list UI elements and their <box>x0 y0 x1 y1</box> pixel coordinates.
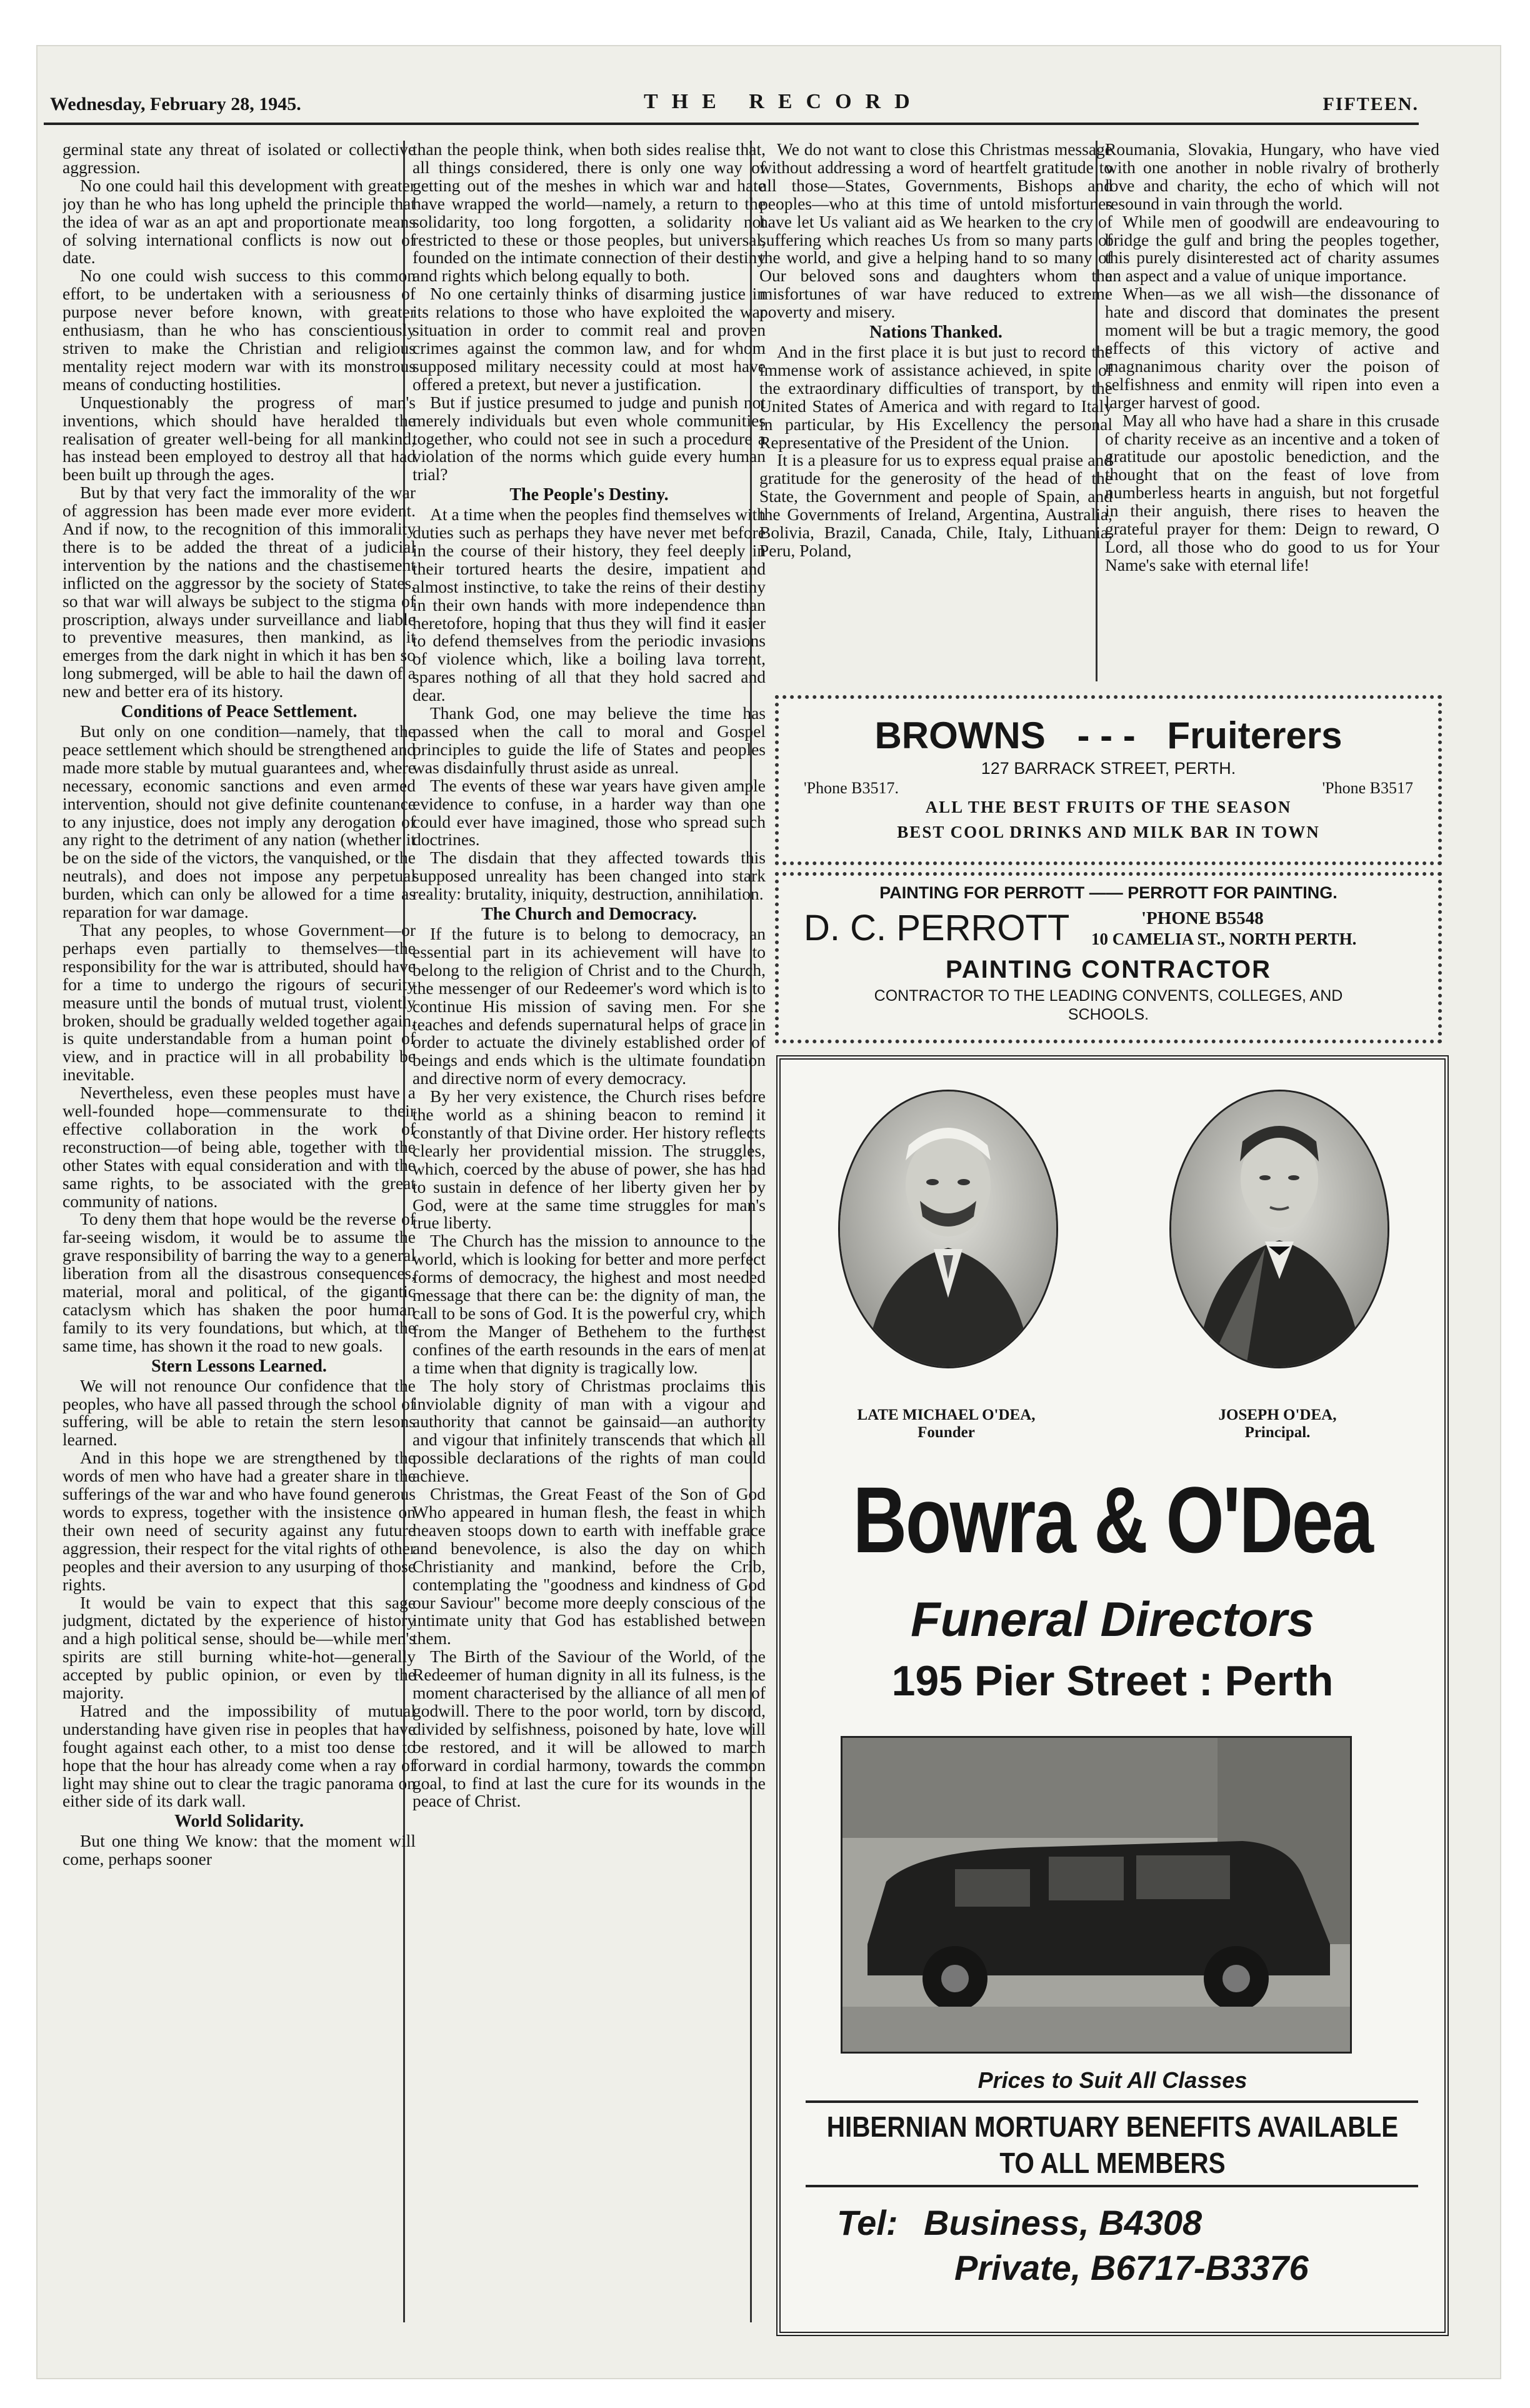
paragraph: It is a pleasure for us to express equal praise and gratitude for the generosity of the head of the State, the Government and people of Spain, and the Governments of Ireland, Argentina, Australia, Bolivia, Brazil, Canada, Chile, Italy, Lithuania, Peru, Poland, <box>759 450 1112 560</box>
caption-founder <box>806 1407 1087 1442</box>
tel-business-number: Business, B4308 <box>924 2203 1202 2242</box>
paragraph: Roumania, Slovakia, Hungary, who have vied with one another in noble rivalry of brotherly love and charity, the echo of which will not resound in vain through the world. <box>1105 141 1439 213</box>
paragraph: The holy story of Christmas proclaims this inviolable dignity of man with a vigour and authority that cannot be gainsaid—an authority and vigour that infinitely transcends that which all possible declarations of the rights of man could achieve. <box>412 1375 766 1486</box>
paragraph: The Church has the mission to announce to the world, which is looking for better and more perfect forms of democracy, the highest and most needed message that there can be: the dignity of man, the call to be sons of God. It is the powerful cry, which from the Manger of Bethehem to the furthest confines of the earth resounds in the ears of men at a time when that dignity is tragically low. <box>412 1231 766 1377</box>
tel-label: Tel: <box>837 2203 898 2242</box>
paragraph: May all who have had a share in this crusade of charity receive as an incentive and a token of gratitude our apostolic benediction, and the thought that on the feast of love from numberless hearts in anguish, but not forgetful in their anguish, there rises to heaven the grateful prayer for them: Deign to reward, O Lord, all those who do good to us for Your Name's sake with eternal life! <box>1105 410 1439 574</box>
article-column-2 <box>412 141 766 2335</box>
ad-trade: Fruiterers <box>1167 715 1342 756</box>
ad-line-2: SCHOOLS. <box>1068 1006 1149 1023</box>
bowra-odea-ad <box>776 1055 1449 2336</box>
caption-name: JOSEPH O'DEA, <box>1218 1407 1337 1423</box>
page-number: FIFTEEN. <box>1322 94 1419 114</box>
mortuary-line-1: HIBERNIAN MORTUARY BENEFITS AVAILABLE <box>826 2110 1399 2143</box>
paragraph: By her very existence, the Church rises before the world as a shining beacon to remind it constantly of that Divine order. Her history reflects clearly her providential mission. The struggles, which, coerced by the abuse of power, she has had to sustain in defence of her liberty given her by God, were at the same time struggles for man's true liberty. <box>412 1086 766 1233</box>
ad-title: PAINTING CONTRACTOR <box>946 956 1271 983</box>
portrait-illustration <box>1171 1091 1388 1367</box>
paragraph: It would be vain to expect that this sage judgment, dictated by the experience of history and a high political sense, should be—while men's spirits are still burning white-hot—generally accepted by public opinion, or even by the majority. <box>62 1592 416 1703</box>
paragraph: That any peoples, to whose Government—or perhaps even partially to themselves—the responsibility for the war is attributed, should have for a time to undergo the rigours of security measure until the bonds of mutual trust, violently broken, should be gradually welded together again, is quite understandable from a human point of view, and in practice will in all probability be inevitable. <box>62 920 416 1085</box>
subheading: Conditions of Peace Settlement. <box>121 702 358 722</box>
divider <box>806 2185 1418 2187</box>
ad-headline <box>779 714 1438 757</box>
ad-slogan-2: BEST COOL DRINKS AND MILK BAR IN TOWN <box>897 823 1320 841</box>
mortuary-line-2: TO ALL MEMBERS <box>999 2147 1226 2179</box>
paragraph: And in this hope we are strengthened by the words of men who have had a greater share in the sufferings of the war and who have found generous words to express, together with the insistence on their own need of security against any future aggression, their respect for the vital rights of other peoples and their aversion to any usurping of those rights. <box>62 1448 416 1594</box>
portrait-illustration <box>840 1091 1056 1367</box>
ad-slogan-1: ALL THE BEST FRUITS OF THE SEASON <box>925 798 1292 816</box>
subheading: The People's Destiny. <box>509 485 669 505</box>
paragraph: Hatred and the impossibility of mutual understanding have given rise in peoples that have fought against each other, to a mist too dense to hope that the hour has already come when a ray of light may shine out to clear the tragic panorama on either side of its dark wall. <box>62 1700 416 1811</box>
paragraph: The events of these war years have given ample evidence to confuse, in a harder way than one could ever have imagined, those who spread such doctrines. <box>412 775 766 850</box>
subheading: Nations Thanked. <box>869 323 1002 343</box>
paragraph: The Birth of the Saviour of the World, of the Redeemer of human dignity in all its fulness, is the moment characterised by the alliance of all men of godwill. There to the poor world, torn by discord, divided by selfishness, poisoned by hate, love will be restored, and it will be allowed to march forward in cordial harmony, towards the common goal, to find at last the cure for its wounds in the peace of Christ. <box>412 1647 766 1811</box>
issue-date: Wednesday, February 28, 1945. <box>50 94 301 114</box>
paragraph: No one certainly thinks of disarming justice in its relations to those who have exploited the war situation in order to commit real and proven crimes against the common law, and for whom supposed military necessity could at most have offered a pretext, but never a justification. <box>412 284 766 394</box>
perrott-painting-ad <box>775 872 1442 1043</box>
paragraph: No one could hail this development with greater joy than he who has long upheld the principle that the idea of war as an apt and proportionate means of solving international conflicts is now out of date. <box>62 175 416 268</box>
subheading: Stern Lessons Learned. <box>151 1356 327 1376</box>
ad-phone-right: 'Phone B3517 <box>1322 779 1413 797</box>
caption-name: LATE MICHAEL O'DEA, <box>857 1407 1036 1423</box>
portrait-michael-odea <box>838 1090 1058 1368</box>
caption-role: Principal. <box>1244 1424 1311 1441</box>
ad-slogan: PAINTING FOR PERROTT —— PERROTT FOR PAINTING. <box>879 883 1338 902</box>
paragraph: than the people think, when both sides realise that, all things considered, there is only one way of getting out of the meshes in which war and hate have wrapped the world—namely, a return to the solidarity, too long forgotten, a solidarity not restricted to these or those peoples, but universal, founded on the intimate connection of their destiny and rights which belong equally to both. <box>412 141 766 286</box>
paragraph: But one thing We know: that the moment will come, perhaps sooner <box>62 1831 416 1869</box>
ad-phone-left: 'Phone B3517. <box>804 779 899 797</box>
telephone-private: Private, B6717-B3376 <box>954 2248 1309 2287</box>
ad-phone: 'PHONE B5548 <box>1141 908 1264 928</box>
header-rule <box>44 123 1419 125</box>
ad-business-name: BROWNS <box>874 715 1046 756</box>
browns-fruiterers-ad <box>775 695 1442 865</box>
ad-address: 127 BARRACK STREET, PERTH. <box>981 759 1236 778</box>
article-column-1 <box>62 141 416 2335</box>
ad-dashes: - - - <box>1077 715 1136 756</box>
ad-business-name: D. C. PERROTT <box>804 908 1070 948</box>
paragraph: Unquestionably the progress of man's inventions, which should have heralded the realisation of greater well-being for all mankind, has instead been employed to destroy all that had been built up through the ages. <box>62 392 416 484</box>
subheading: World Solidarity. <box>174 1812 304 1832</box>
article-column-3 <box>759 141 1112 691</box>
prices-tagline: Prices to Suit All Classes <box>978 2067 1248 2093</box>
paragraph: The disdain that they affected towards this supposed unreality has been changed into stark reality: brutality, iniquity, destruction, annihilation. <box>412 848 766 904</box>
ad-address: 10 CAMELIA ST., NORTH PERTH. <box>1091 930 1357 948</box>
paragraph: If the future is to belong to democracy, an essential part in its achievement will have to belong to the religion of Christ and to the Church, the messenger of our Redeemer's word which is to continue His mission of saving men. For she teaches and defends supernatural helps of grace in order to actuate the divinely established order of beings and ends which is the ultimate foundation and directive norm of every democracy. <box>412 923 766 1088</box>
paragraph: Nevertheless, even these peoples must have a well-founded hope—commensurate to their effective collaboration in the work of reconstruction—of being able, together with the other States with equal consideration and with the same rights, to be associated with the great community of nations. <box>62 1083 416 1211</box>
caption-role: Founder <box>918 1424 975 1441</box>
article-column-4 <box>1105 141 1439 691</box>
paragraph: But only on one condition—namely, that the peace settlement which should be strengthened and made more stable by mutual guarantees and, where necessary, economic sanctions and even armed intervention, should not give definite countenance to any injustice, does not imply any derogation of any right to the detriment of any nation (whether it be on the side of the victors, the vanquished, or the neutrals), and does not impose any perpetual burden, which can only be allowed for a time as reparation for war damage. <box>62 721 416 922</box>
paragraph: But by that very fact the immorality of the war of aggression has been made ever more evident. And if now, to the recognition of this immorality there is to be added the threat of a judicial intervention by the nations and the chastisement inflicted on the aggressor by the society of States, so that war will always be subject to the stigma of proscription, always under surveillance and liable to preventive measures, then mankind, as it emerges from the dark night in which it has ben so long submerged, will be able to hail the dawn of a new and better era of its history. <box>62 483 416 701</box>
paragraph: But if justice presumed to judge and punish not merely individuals but even whole communities together, who could not see in such a procedure a violation of the norms which guide every human trial? <box>412 392 766 484</box>
paragraph: When—as we all wish—the dissonance of hate and discord that dominates the present moment will be but a tragic memory, the good effects of this victory of active and magnanimous charity over the poison of selfishness and enmity will ripen into even a larger harvest of good. <box>1105 284 1439 412</box>
paragraph: germinal state any threat of isolated or collective aggression. <box>62 141 416 177</box>
portrait-joseph-odea <box>1169 1090 1389 1368</box>
firm-subtitle: Funeral Directors <box>911 1592 1314 1647</box>
subheading: The Church and Democracy. <box>481 905 697 925</box>
paragraph: While men of goodwill are endeavouring to bridge the gulf and bring the peoples together, this purely disinterested act of charity assumes an aspect and a value of unique importance. <box>1105 211 1439 286</box>
divider <box>806 2100 1418 2103</box>
hearse-illustration <box>842 1738 1350 2052</box>
paragraph: No one could wish success to this common effort, to be undertaken with a seriousness of purpose never before known, with greater enthusiasm, than he who has conscientiously striven to make the Christian and religious mentality reject modern war with its monstrous means of conducting hostilities. <box>62 266 416 394</box>
paragraph: To deny them that hope would be the reverse of far-seeing wisdom, it would be to assume the grave responsibility of barring the way to a general liberation from all the disastrous consequences, material, moral and political, of the gigantic cataclysm which has shaken the poor human family to its very foundations, but which, at the same time, has shown it the road to new goals. <box>62 1209 416 1355</box>
paragraph: We do not want to close this Christmas message without addressing a word of heartfelt gratitude to all those—States, Governments, Bishops and peoples—who at this time of untold misfortunes have let Us valiant aid as We hearken to the cry of suffering which reaches Us from so many parts of the world, and give a helping hand to so many of Our beloved sons and daughters whom the misfortunes of war have reduced to extreme poverty and misery. <box>759 141 1112 322</box>
telephone-business <box>837 2202 1202 2243</box>
firm-address: 195 Pier Street : Perth <box>891 1657 1334 1705</box>
paragraph: Christmas, the Great Feast of the Son of God Who appeared in human flesh, the feast in which heaven stoops down to earth with ineffable grace and benevolence, is also the day on which Christianity and mankind, before the Crib, contemplating the "goodness and kindness of God our Saviour" become more deeply conscious of the intimate unity that God has established between them. <box>412 1484 766 1648</box>
paragraph: At a time when the peoples find themselves with duties such as perhaps they have never met before in the course of their history, they feel deeply in their tortured hearts the desire, impatient and almost instinctive, to take the reins of their destiny in their own hands with more independence than heretofore, hoping that thus they will find it easier to defend themselves from the periodic invasions of violence which, like a boiling lava torrent, spares nothing of all that they hold sacred and dear. <box>412 504 766 705</box>
paragraph: We will not renounce Our confidence that the peoples, who have all passed through the school of suffering, will be able to retain the stern lesons learned. <box>62 1375 416 1450</box>
page-header <box>50 90 1419 123</box>
hearse-photograph <box>841 1736 1352 2054</box>
ad-line-1: CONTRACTOR TO THE LEADING CONVENTS, COLLEGES, AND <box>874 987 1343 1005</box>
paragraph: Thank God, one may believe the time has passed when the call to moral and Gospel principles to guide the life of States and peoples was disdainfully thrust aside as unreal. <box>412 703 766 777</box>
newspaper-title: THE RECORD <box>644 90 924 113</box>
caption-principal <box>1137 1407 1418 1442</box>
firm-name: Bowra & O'Dea <box>852 1467 1372 1572</box>
paragraph: And in the first place it is but just to record the immense work of assistance achieved, in spite of the extraordinary difficulties of transport, by the United States of America and with regard to Italy in particular, by His Excellency the personal Representative of the President of the Union. <box>759 341 1112 452</box>
